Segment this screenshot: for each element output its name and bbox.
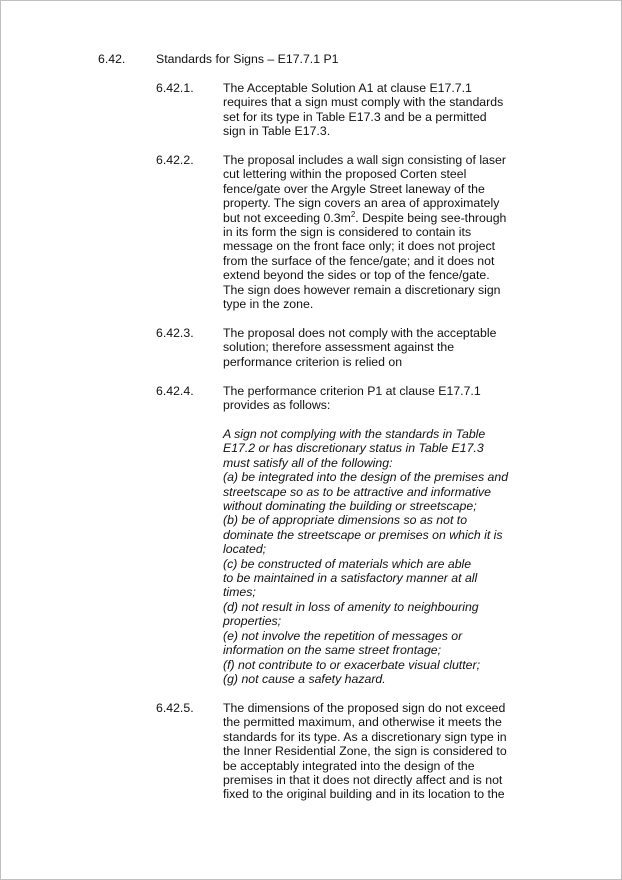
section-title: Standards for Signs – E17.7.1 P1 [156, 52, 339, 66]
paragraph-number: 6.42.5. [156, 701, 194, 715]
superscript: 2 [350, 209, 356, 219]
paragraph-number: 6.42.3. [156, 326, 194, 340]
paragraph-text: The Acceptable Solution A1 at clause E17.7.1 requires that a sign must comply with the standards set for its type in Table E17.3 and be a permitted sign in Table E17.3. [223, 81, 504, 139]
paragraph-text [223, 153, 523, 311]
paragraph-text: The proposal does not comply with the acceptable solution; therefore assessment against the performance criterion is relied on [223, 326, 497, 369]
paragraph-number: 6.42.2. [156, 153, 194, 167]
paragraph-text-part: . Despite being see-through in its form the sign is considered to contain its message on the front face only; it does not project from the surface of the fence/gate; and it does not extend beyond the sides or top of the fence/gate. The sign does however remain a discretionary sign type in the zone. [223, 210, 507, 312]
paragraph-text: The performance criterion P1 at clause E17.7.1 provides as follows: [223, 384, 481, 413]
paragraph-number: 6.42.1. [156, 81, 194, 95]
paragraph-number: 6.42.4. [156, 384, 194, 398]
section-number: 6.42. [98, 52, 126, 66]
paragraph-text: The dimensions of the proposed sign do not exceed the permitted maximum, and otherwise it meets the standards for its type. As a discretionary sign type in the Inner Residential Zone, the sign is considered to be acceptably integrated into the design of the premises in that it does not directly affect and is not fixed to the original building and in its location to the [223, 701, 507, 802]
paragraph-text-part: The proposal includes a wall sign consisting of laser cut lettering within the proposed Corten steel fence/gate over the Argyle Street laneway of the property. The sign covers an area of approximately but not exceeding 0.3m [223, 153, 506, 225]
quoted-criterion: A sign not complying with the standards in Table E17.2 or has discretionary status in Table E17.3 must satisfy all of the following: (a) be integrated into the design of the premises and streetscape so as to be attractive and informative without dominating the building or streetscape; (b) be of appropriate dimensions so as not to dominate the streetscape or premises on which it is located; (c) be constructed of materials which are able to be maintained in a satisfactory manner at all times; (d) not result in loss of amenity to neighbouring properties; (e) not involve the repetition of messages or information on the same street frontage; (f) not contribute to or exacerbate visual clutter; (g) not cause a safety hazard. [223, 427, 509, 686]
